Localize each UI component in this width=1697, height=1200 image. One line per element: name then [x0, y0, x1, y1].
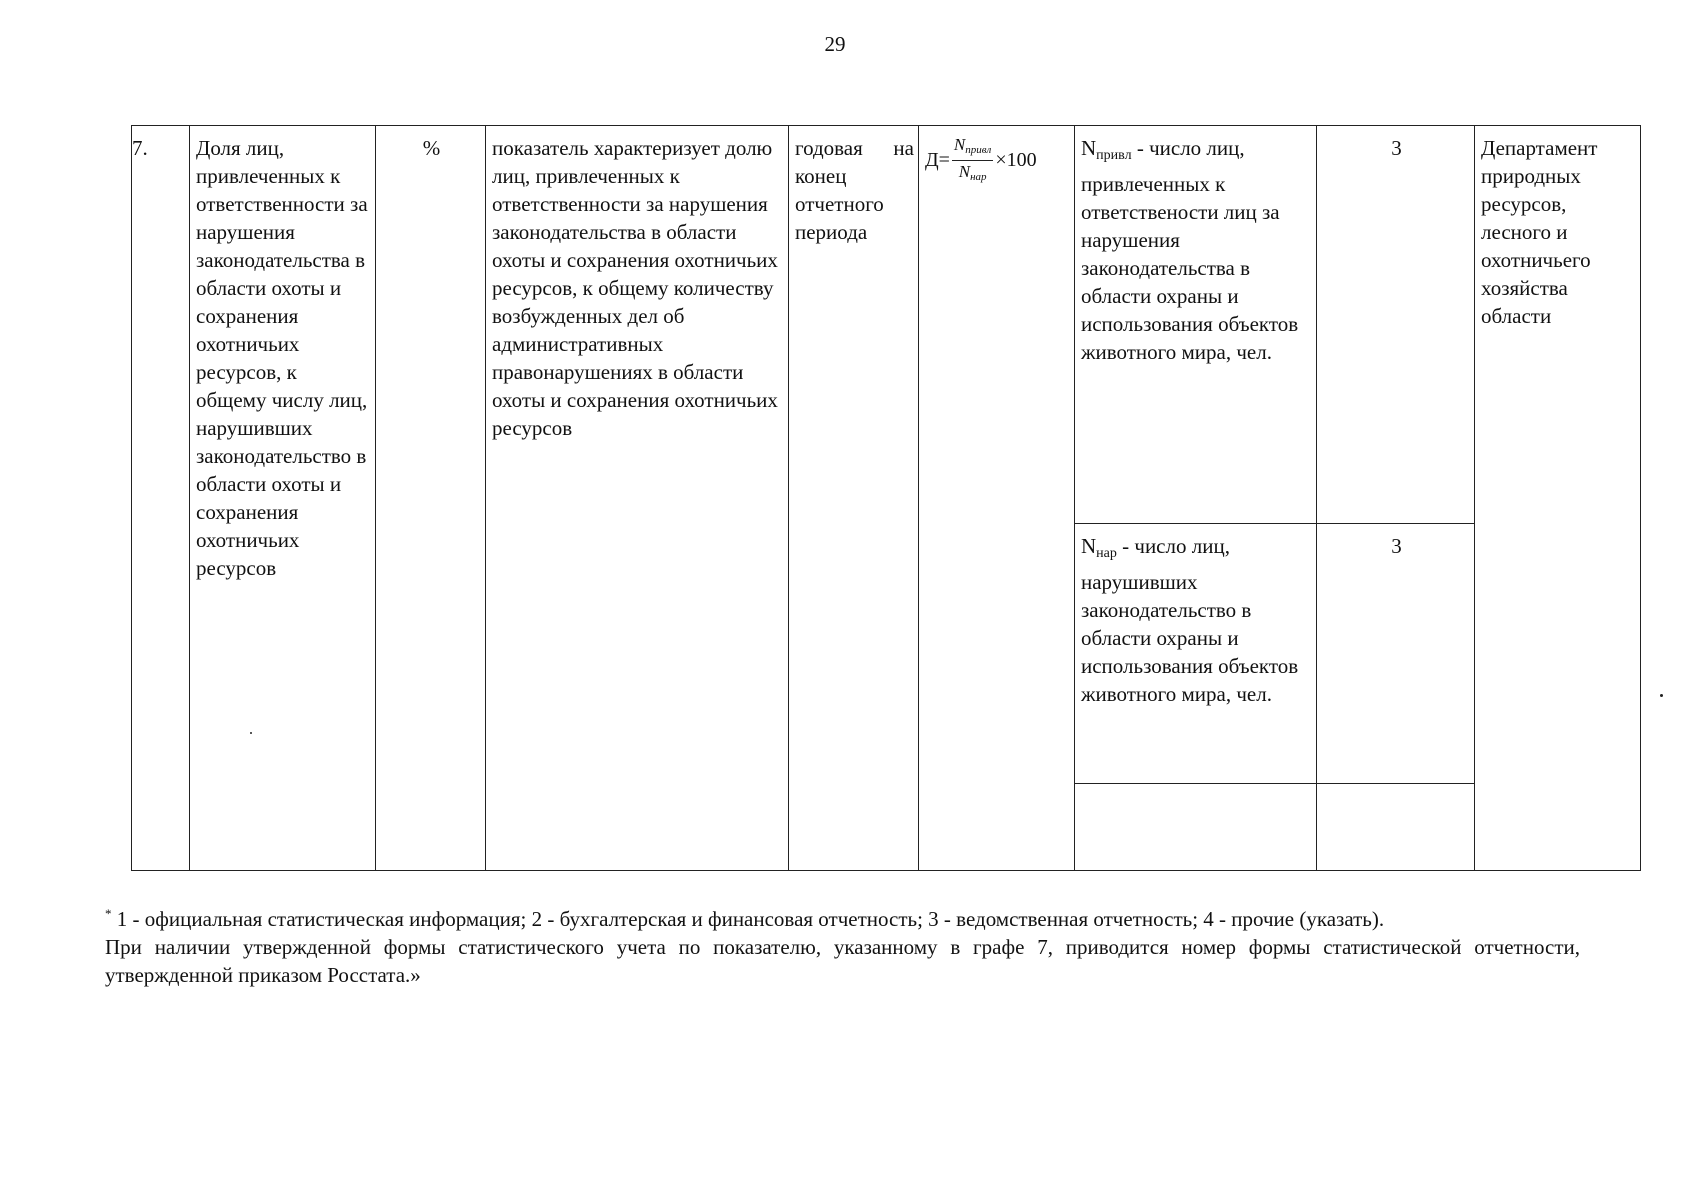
- responsible-cell: [1475, 126, 1641, 871]
- variable-description: - число лиц, нарушивших законодательство в области охраны и использования объектов животного мира, чел.: [1081, 534, 1299, 706]
- empty-cell: [1317, 784, 1475, 871]
- formula-cell: [919, 126, 1075, 871]
- indicator-name: Доля лиц, привлеченных к ответственности за нарушения законодательства в области охоты и сохранения охотничьих ресурсов, к общему числу лиц, нарушивших законодательство в области охоты и сохранения охотничьих ресурсов: [196, 136, 368, 580]
- formula-denominator: $N_{нар}$: [958, 162, 987, 183]
- formula-lhs: Д=: [925, 149, 950, 171]
- indicator-table: [131, 125, 1641, 871]
- data-source-code: 3: [1391, 136, 1402, 160]
- variable-symbol: $N_{нар}$: [1081, 534, 1117, 561]
- unit-cell: [376, 126, 486, 871]
- indicator-name-cell: [190, 126, 376, 871]
- period: годовая на конец отчетного периода: [795, 136, 914, 244]
- table-row: [132, 126, 1641, 524]
- variable-cell: [1075, 126, 1317, 524]
- scan-speck: [250, 732, 252, 734]
- formula-numerator: $N_{привл}$: [952, 136, 993, 161]
- calculation-formula: [925, 134, 1070, 187]
- period-cell: [789, 126, 919, 871]
- footnote-line-2: При наличии утвержденной формы статистического учета по показателю, указанному в графе 7, приводится номер формы статистической отчетности, утвержденной приказом Росстата.»: [105, 935, 1580, 987]
- variable-cell: [1075, 524, 1317, 784]
- unit: %: [422, 136, 441, 160]
- footnote: [105, 900, 1580, 989]
- responsible-body: Департамент природных ресурсов, лесного и охотничьего хозяйства области: [1481, 136, 1598, 328]
- formula-fraction: [952, 136, 993, 187]
- page-number: 29: [824, 32, 846, 56]
- indicator-description: показатель характеризует долю лиц, привлеченных к ответственности за нарушения законодательства в области охоты и сохранения охотничьих ресурсов, к общему количеству возбужденных дел об административных правонарушениях в области охоты и сохранения охотничьих ресурсов: [492, 136, 778, 440]
- footnote-marker: *: [105, 906, 112, 921]
- source-cell: [1317, 524, 1475, 784]
- variable-symbol: $N_{привл}$: [1081, 136, 1132, 163]
- source-cell: [1317, 126, 1475, 524]
- row-number-cell: [132, 126, 190, 871]
- empty-cell: [1075, 784, 1317, 871]
- footnote-line-1: * 1 - официальная статистическая информация; 2 - бухгалтерская и финансовая отчетность; 3 - ведомственная отчетность; 4 - прочие (указать).: [105, 906, 1385, 931]
- formula-multiplier: ×100: [995, 149, 1037, 171]
- data-source-code: 3: [1391, 534, 1402, 558]
- description-cell: [486, 126, 789, 871]
- variable-description: - число лиц, привлеченных к ответствености лиц за нарушения законодательства в области охраны и использования объектов животного мира, чел.: [1081, 136, 1299, 364]
- row-number: 7.: [132, 136, 148, 160]
- scan-speck: [1660, 694, 1663, 697]
